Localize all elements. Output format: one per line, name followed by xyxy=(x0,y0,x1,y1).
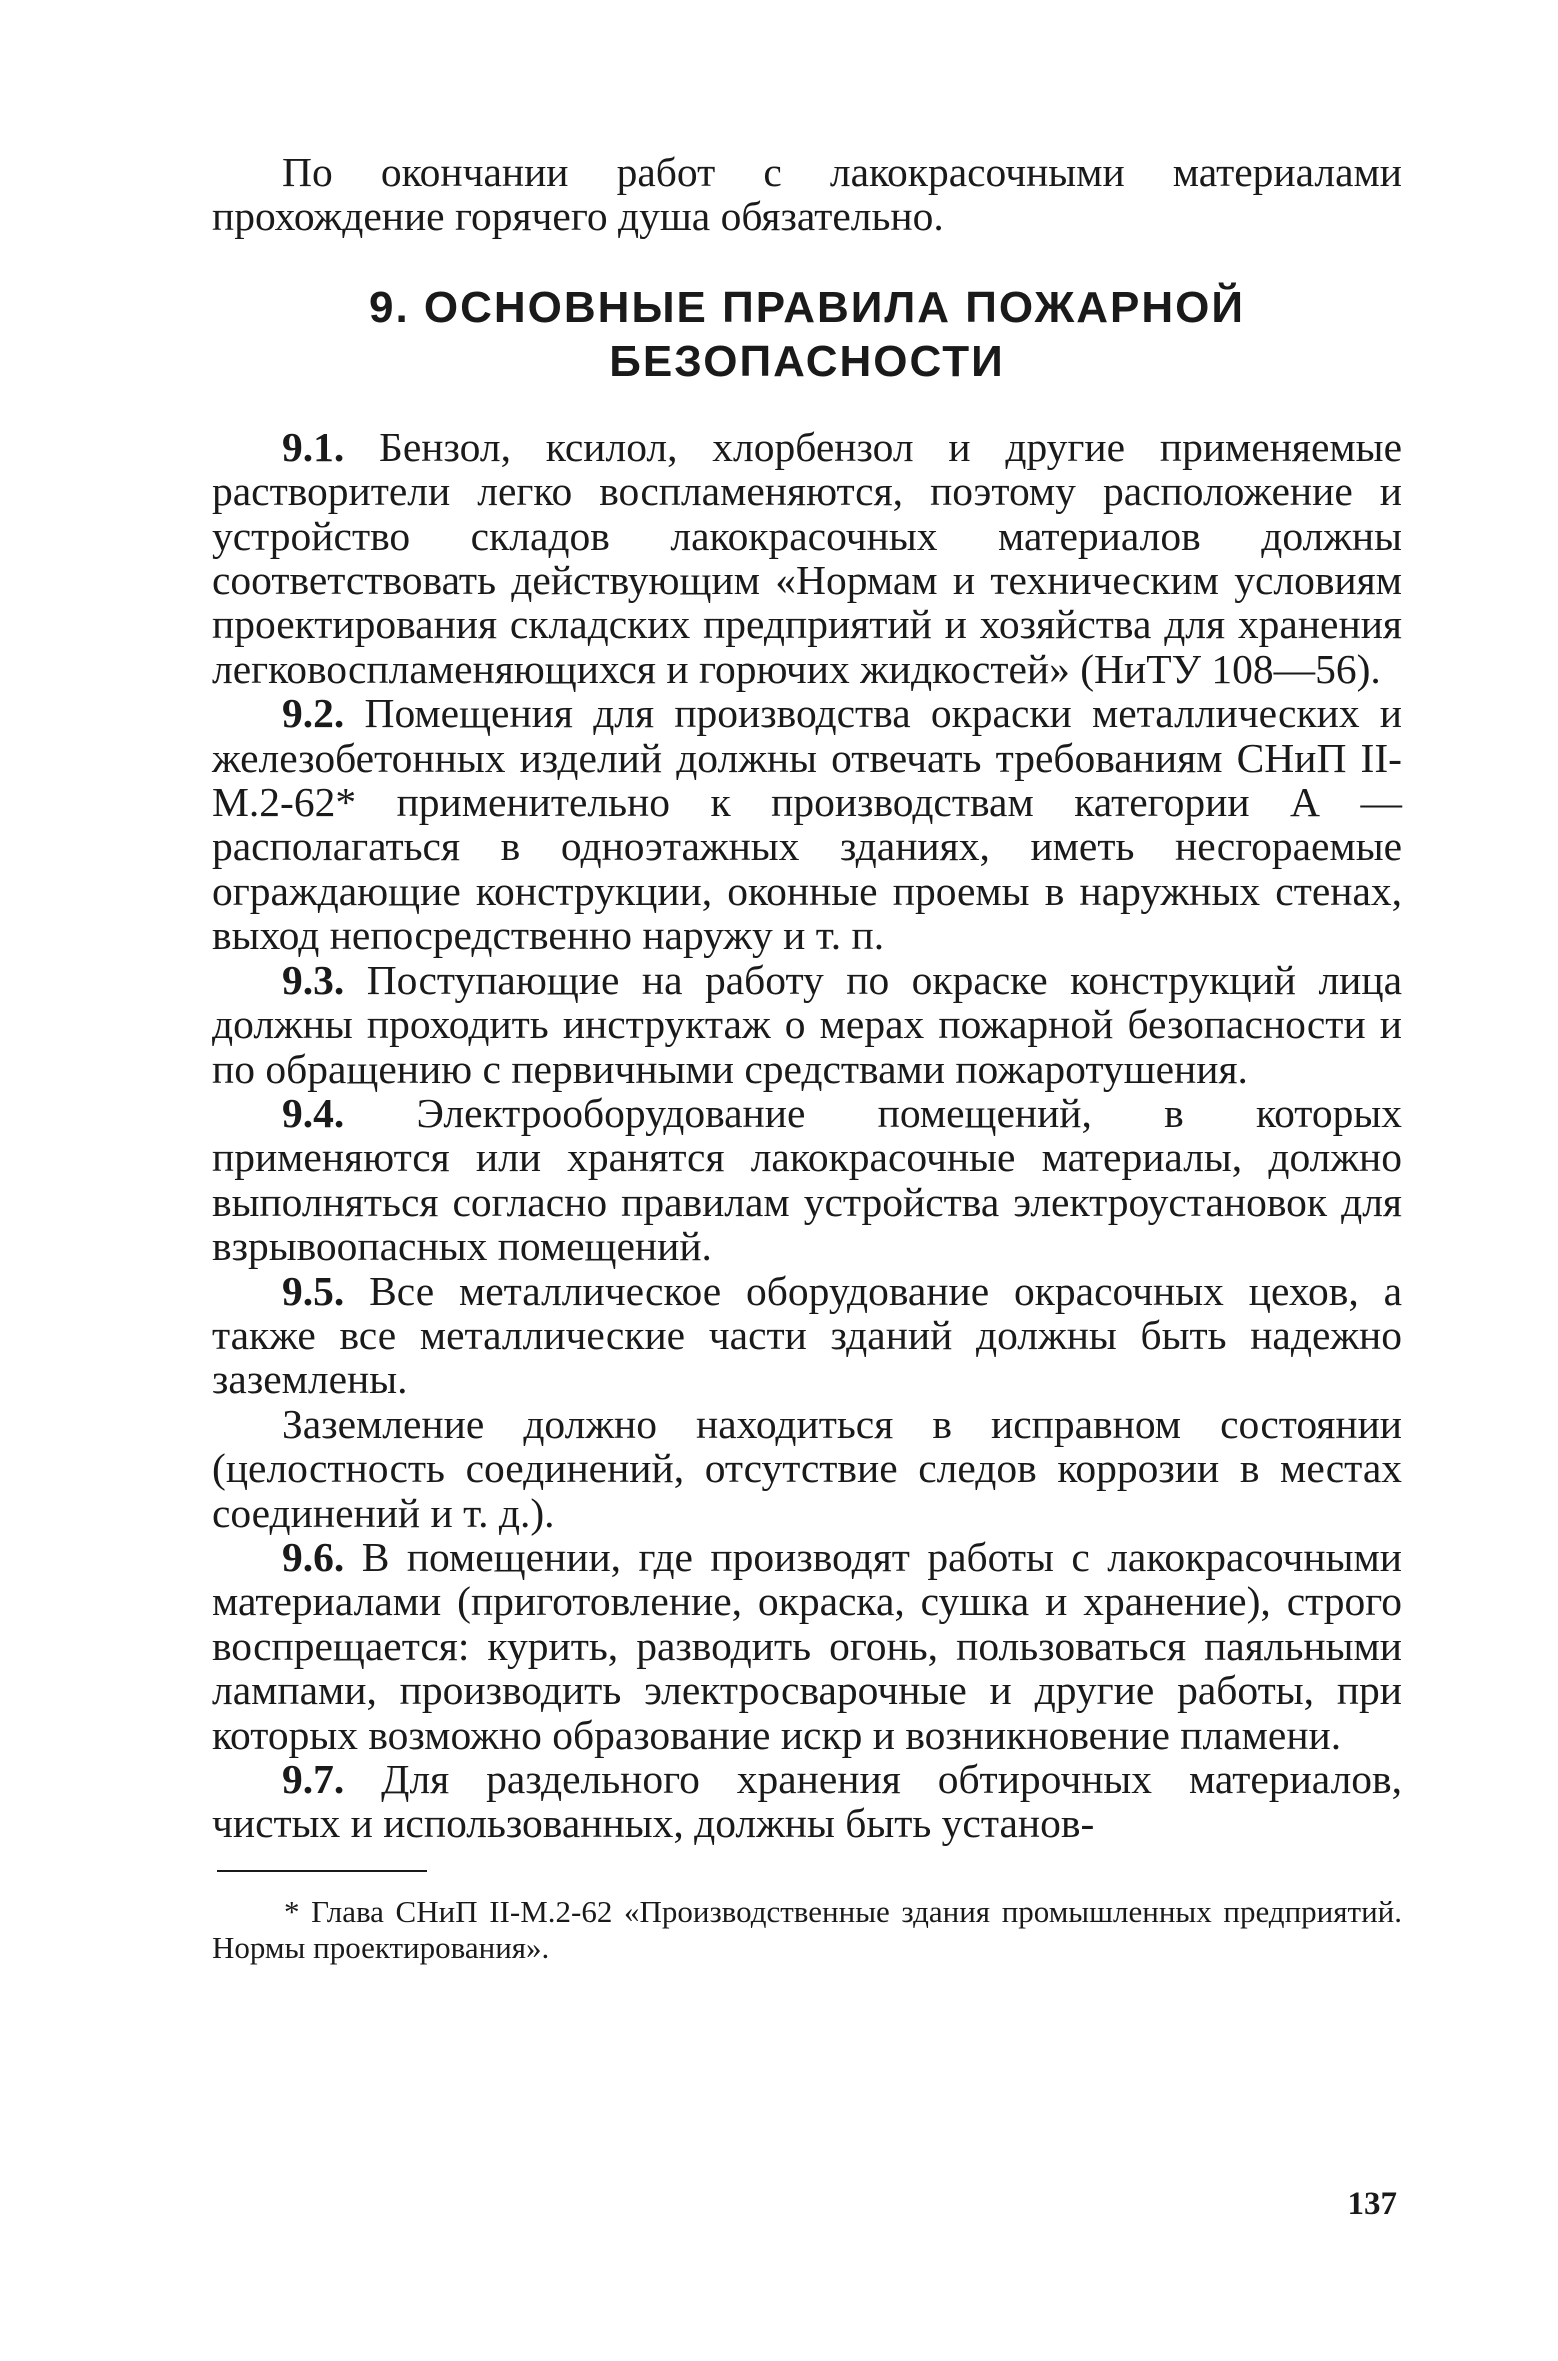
footnote: * Глава СНиП II-М.2-62 «Производственные здания промышленных предприятий. Нормы проектирования». xyxy=(212,1893,1402,1965)
paragraph-grounding: Заземление должно находиться в исправном состоянии (целостность соединений, отсутствие следов коррозии в местах соединений и т. д.). xyxy=(212,1400,1402,1536)
clause-number: 9.3. xyxy=(282,956,345,1003)
section-heading-line-2: БЕЗОПАСНОСТИ xyxy=(609,336,1005,386)
section-heading-line-1: 9. ОСНОВНЫЕ ПРАВИЛА ПОЖАРНОЙ xyxy=(368,282,1246,332)
footnote-divider xyxy=(217,1870,427,1872)
clause-text: Для раздельного хранения обтирочных материалов, чистых и использованных, должны быть установ- xyxy=(212,1756,1402,1847)
clause-text: В помещении, где производят работы с лакокрасочными материалами (приготовление, окраска, сушка и хранение), строго воспрещается: курить, разводить огонь, пользоваться паяльными лампами, производить электросварочные и другие работы, при которых возможно образование искр и возникновение пламени. xyxy=(212,1533,1402,1758)
clause-text: Электрооборудование помещений, в которых применяются или хранятся лакокрасочные материалы, должно выполняться согласно правилам устройства электроустановок для взрывоопасных помещений. xyxy=(212,1089,1402,1270)
clause-text: Бензол, ксилол, хлорбензол и другие применяемые растворители легко воспламеняются, поэтому расположение и устройство складов лакокрасочных материалов должны соответствовать действующим «Нормам и техническим условиям проектирования складских предприятий и хозяйства для хранения легковоспламеняющихся и горючих жидкостей» (НиТУ 108—56). xyxy=(212,423,1402,692)
intro-paragraph: По окончании работ с лакокрасочными материалами прохождение горячего душа обязательно. xyxy=(212,149,1402,240)
clause-text: Все металлическое оборудование окрасочных цехов, а также все металлические части зданий должны быть надежно заземлены. xyxy=(212,1267,1402,1403)
paragraph-9-4 xyxy=(212,1091,1402,1269)
clause-number: 9.4. xyxy=(282,1089,345,1136)
clause-text: Поступающие на работу по окраске конструкций лица должны проходить инструктаж о мерах пожарной безопасности и по обращению с первичными средствами пожаротушения. xyxy=(212,956,1402,1092)
paragraph-9-7 xyxy=(212,1757,1402,1846)
clause-number: 9.5. xyxy=(282,1267,345,1314)
paragraph-9-3 xyxy=(212,958,1402,1091)
section-heading xyxy=(212,281,1402,389)
clause-number: 9.6. xyxy=(282,1533,345,1580)
paragraph-9-5 xyxy=(212,1269,1402,1402)
clause-number: 9.7. xyxy=(282,1756,345,1802)
clause-number: 9.2. xyxy=(282,690,345,737)
clause-number: 9.1. xyxy=(282,423,345,470)
page-number: 137 xyxy=(1347,2186,1397,2222)
paragraph-9-2 xyxy=(212,691,1402,957)
paragraph-9-1 xyxy=(212,425,1402,691)
paragraph-9-6 xyxy=(212,1535,1402,1757)
clause-text: Помещения для производства окраски металлических и железобетонных изделий должны отвечать требованиям СНиП II-М.2-62* применительно к производствам категории А — располагаться в одноэтажных зданиях, иметь несгораемые ограждающие конструкции, оконные проемы в наружных стенах, выход непосредственно наружу и т. п. xyxy=(212,690,1402,959)
page-body xyxy=(212,150,1402,1966)
